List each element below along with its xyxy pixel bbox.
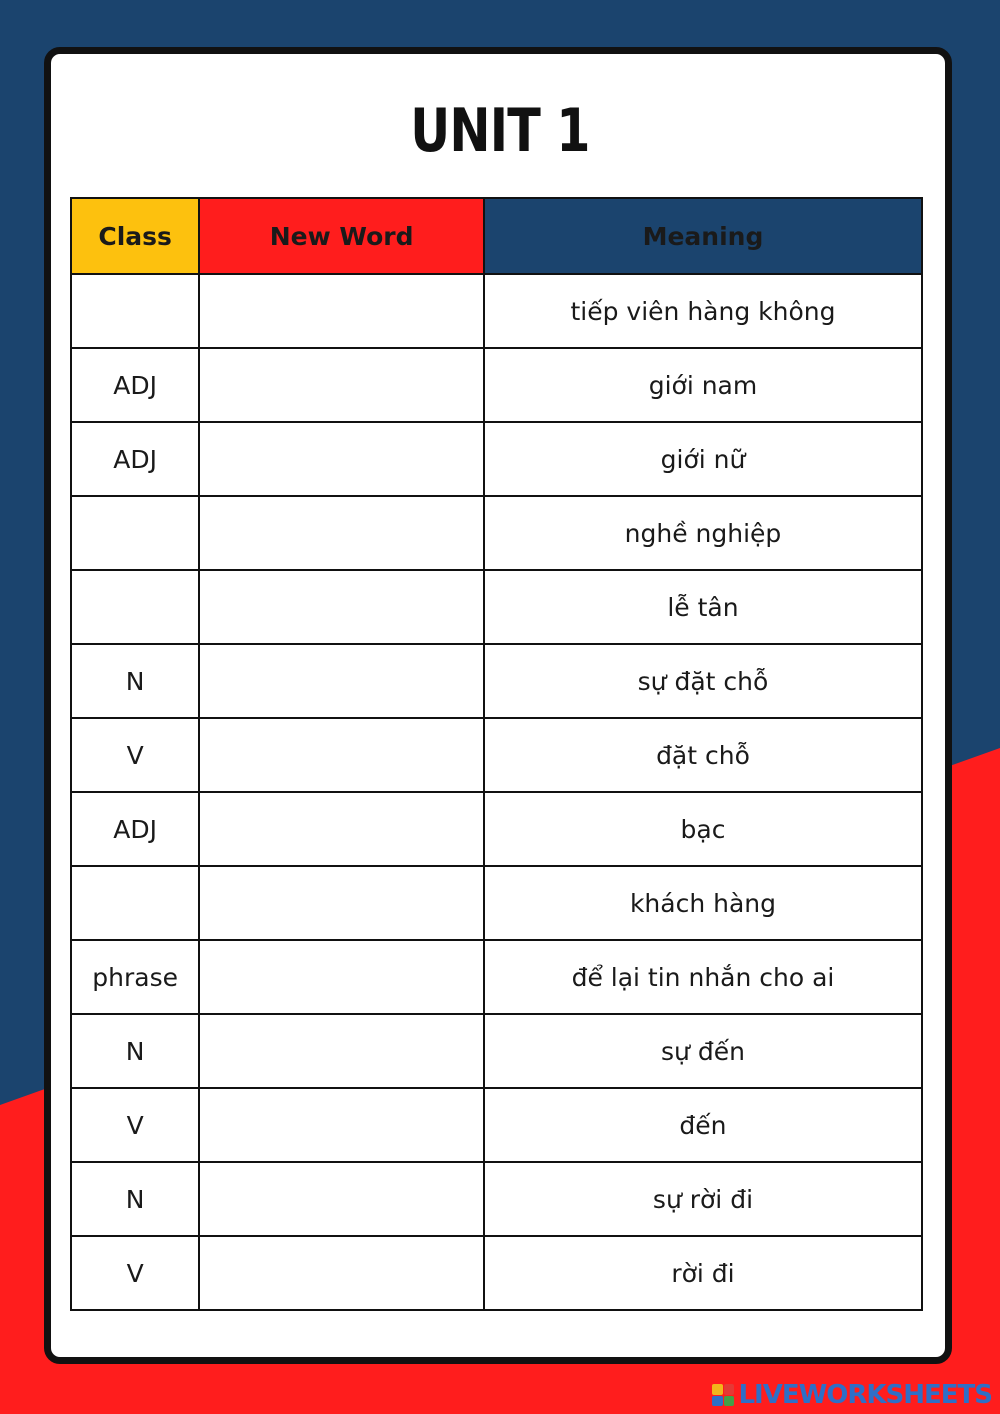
table-row	[71, 1236, 922, 1310]
table-row	[71, 644, 922, 718]
cell-meaning: bạc	[484, 792, 922, 866]
cell-class	[71, 866, 199, 940]
cell-new-word[interactable]	[199, 274, 484, 348]
table-row	[71, 866, 922, 940]
cell-new-word[interactable]	[199, 1162, 484, 1236]
page-title: UNIT 1	[410, 96, 590, 166]
cell-class: ADJ	[71, 792, 199, 866]
watermark-text: LIVEWORKSHEETS	[738, 1380, 992, 1410]
cell-class: ADJ	[71, 422, 199, 496]
cell-new-word[interactable]	[199, 940, 484, 1014]
header-new-word: New Word	[199, 198, 484, 274]
cell-new-word[interactable]	[199, 348, 484, 422]
table-row	[71, 570, 922, 644]
table-row	[71, 718, 922, 792]
cell-class: ADJ	[71, 348, 199, 422]
liveworksheets-watermark	[712, 1380, 992, 1410]
table-row	[71, 496, 922, 570]
table-row	[71, 940, 922, 1014]
cell-new-word[interactable]	[199, 1014, 484, 1088]
cell-new-word[interactable]	[199, 422, 484, 496]
cell-new-word[interactable]	[199, 496, 484, 570]
table-row	[71, 1088, 922, 1162]
cell-class: V	[71, 1088, 199, 1162]
cell-meaning: sự đến	[484, 1014, 922, 1088]
liveworksheets-logo-icon	[712, 1384, 734, 1406]
cell-class: V	[71, 1236, 199, 1310]
cell-class: phrase	[71, 940, 199, 1014]
cell-class	[71, 274, 199, 348]
cell-new-word[interactable]	[199, 1236, 484, 1310]
table-row	[71, 1162, 922, 1236]
table-row	[71, 792, 922, 866]
cell-meaning: sự rời đi	[484, 1162, 922, 1236]
cell-meaning: để lại tin nhắn cho ai	[484, 940, 922, 1014]
cell-meaning: giới nam	[484, 348, 922, 422]
header-meaning: Meaning	[484, 198, 922, 274]
cell-meaning: đặt chỗ	[484, 718, 922, 792]
cell-class: N	[71, 644, 199, 718]
cell-meaning: khách hàng	[484, 866, 922, 940]
cell-meaning: nghề nghiệp	[484, 496, 922, 570]
cell-class	[71, 496, 199, 570]
cell-meaning: rời đi	[484, 1236, 922, 1310]
cell-meaning: tiếp viên hàng không	[484, 274, 922, 348]
cell-meaning: sự đặt chỗ	[484, 644, 922, 718]
cell-new-word[interactable]	[199, 866, 484, 940]
cell-class	[71, 570, 199, 644]
cell-class: V	[71, 718, 199, 792]
cell-meaning: lễ tân	[484, 570, 922, 644]
vocabulary-table	[70, 197, 923, 1311]
cell-new-word[interactable]	[199, 570, 484, 644]
cell-new-word[interactable]	[199, 718, 484, 792]
table-row	[71, 348, 922, 422]
table-body	[71, 274, 922, 1310]
table-header-row	[71, 198, 922, 274]
table-row	[71, 422, 922, 496]
cell-class: N	[71, 1162, 199, 1236]
table-row	[71, 1014, 922, 1088]
cell-meaning: giới nữ	[484, 422, 922, 496]
cell-class: N	[71, 1014, 199, 1088]
cell-new-word[interactable]	[199, 792, 484, 866]
table-row	[71, 274, 922, 348]
cell-new-word[interactable]	[199, 1088, 484, 1162]
header-class: Class	[71, 198, 199, 274]
cell-new-word[interactable]	[199, 644, 484, 718]
cell-meaning: đến	[484, 1088, 922, 1162]
